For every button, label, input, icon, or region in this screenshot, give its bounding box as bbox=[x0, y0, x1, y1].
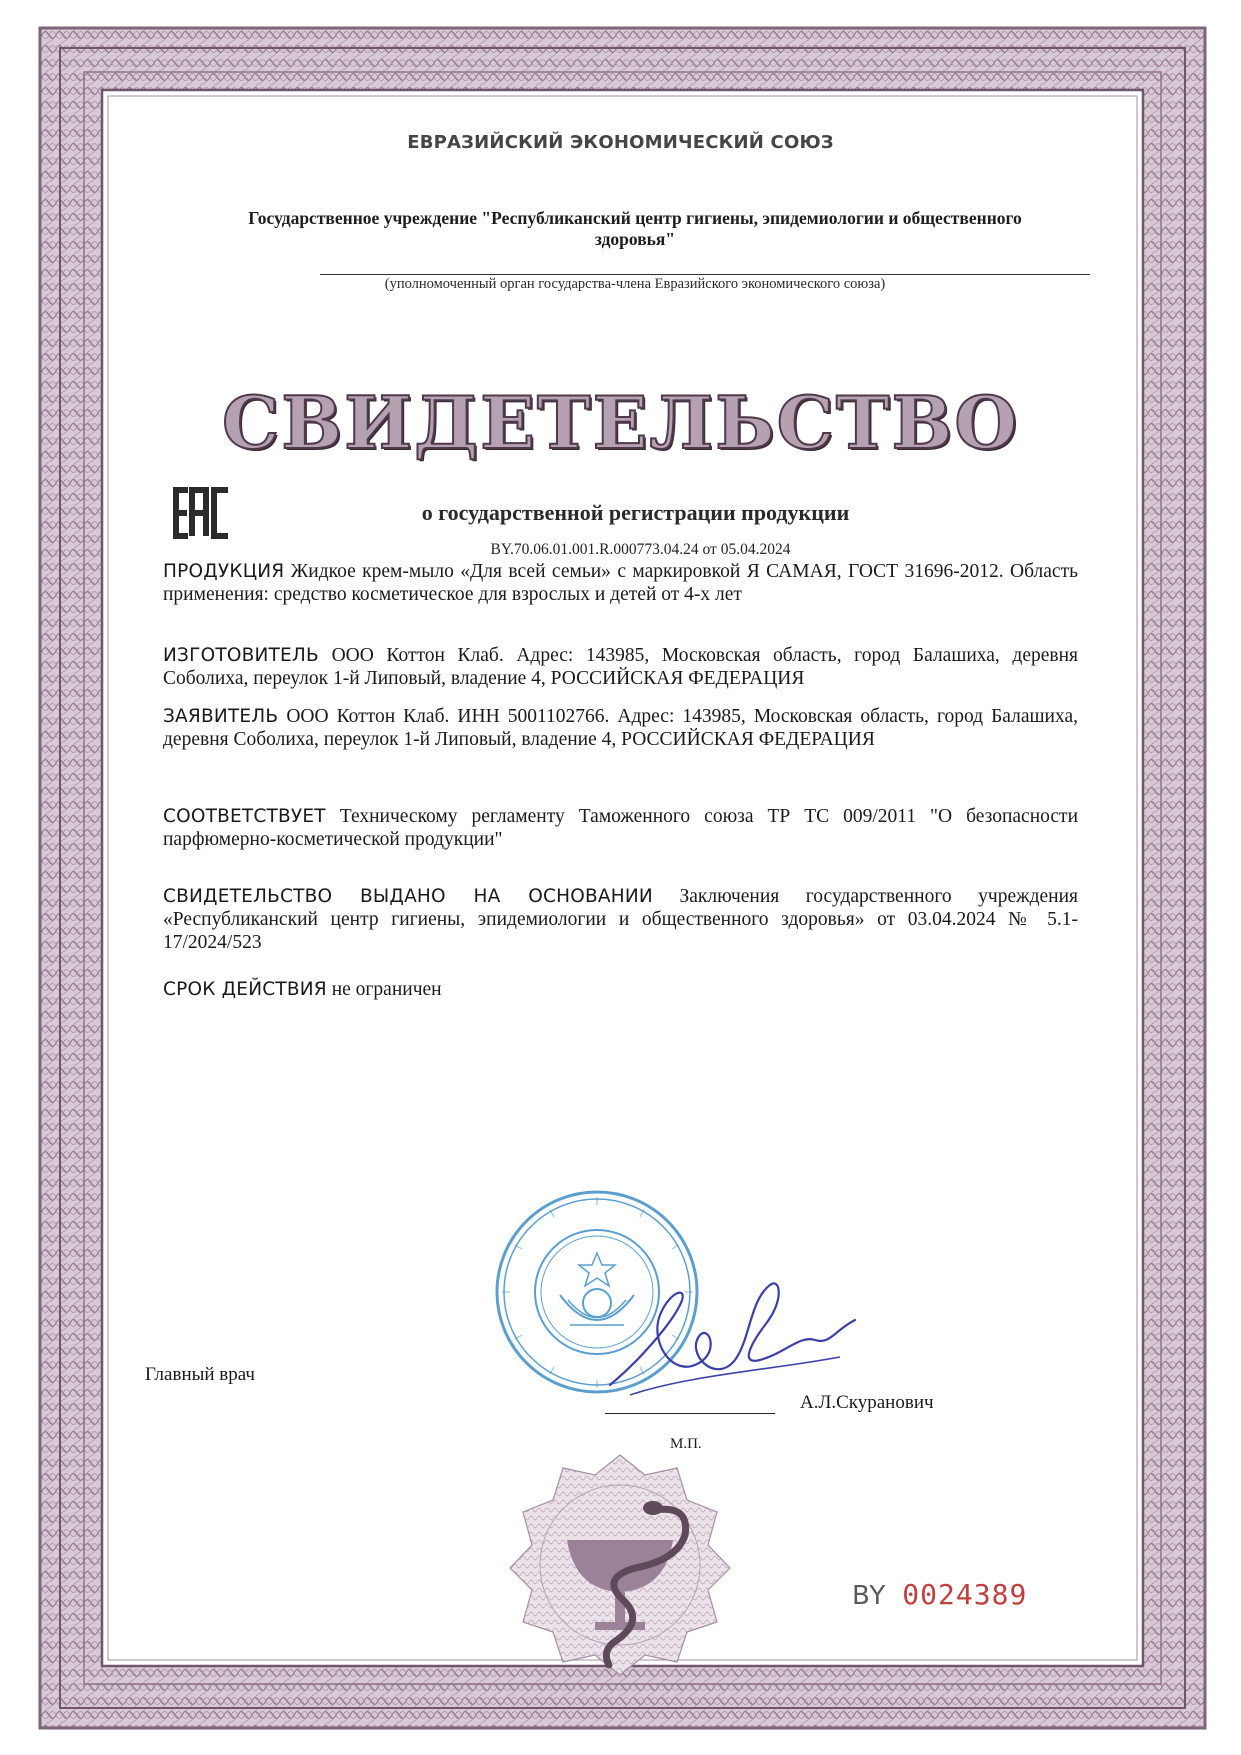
basis-label: СВИДЕТЕЛЬСТВО ВЫДАНО НА ОСНОВАНИИ bbox=[163, 886, 653, 907]
applicant-text: ООО Коттон Клаб. ИНН 5001102766. Адрес: 143985, Московская область, город Балашиха, деревня Соболиха, переулок 1-й Липовый, владение 4, РОССИЙСКАЯ ФЕДЕРАЦИЯ bbox=[163, 706, 1078, 750]
basis-section bbox=[163, 885, 1078, 954]
basis-text: Заключения государственного учреждения «Республиканский центр гигиены, эпидемиологии и общественного здоровья» от 03.04.2024 № 5.1-17/2024/523 bbox=[163, 886, 1078, 953]
organization-underline bbox=[320, 274, 1090, 275]
product-section bbox=[163, 560, 1078, 606]
conformity-text: Техническому регламенту Таможенного союза ТР ТС 009/2011 "О безопасности парфюмерно-косметической продукции" bbox=[163, 806, 1078, 850]
signer-position: Главный врач bbox=[145, 1364, 255, 1385]
serial-series: BY bbox=[852, 1581, 887, 1611]
hygieia-emblem-icon bbox=[505, 1450, 735, 1680]
conformity-label: СООТВЕТСТВУЕТ bbox=[163, 806, 326, 827]
organization-line-1: Государственное учреждение "Республиканский центр гигиены, эпидемиологии и общественного bbox=[248, 208, 1022, 228]
manufacturer-text: ООО Коттон Клаб. Адрес: 143985, Московская область, город Балашиха, деревня Соболиха, переулок 1-й Липовый, владение 4, РОССИЙСКАЯ ФЕДЕРАЦИЯ bbox=[163, 645, 1079, 689]
seal-place-label: М.П. bbox=[670, 1436, 702, 1452]
serial-digits: 0024389 bbox=[902, 1578, 1028, 1611]
product-text: Жидкое крем-мыло «Для всей семьи» с маркировкой Я САМАЯ, ГОСТ 31696-2012. Область применения: средство косметическое для взрослых и детей от 4-х лет bbox=[163, 561, 1079, 605]
registration-number: BY.70.06.01.001.R.000773.04.24 от 05.04.2024 bbox=[490, 541, 791, 558]
validity-label: СРОК ДЕЙСТВИЯ bbox=[163, 979, 327, 1000]
applicant-label: ЗАЯВИТЕЛЬ bbox=[163, 706, 279, 727]
union-title: ЕВРАЗИЙСКИЙ ЭКОНОМИЧЕСКИЙ СОЮЗ bbox=[407, 132, 834, 153]
document-subtitle: о государственной регистрации продукции bbox=[421, 500, 850, 525]
signer-name: А.Л.Скуранович bbox=[800, 1392, 934, 1413]
organization-line-2: здоровья" bbox=[594, 229, 676, 249]
organization-note: (уполномоченный орган государства-члена Евразийского экономического союза) bbox=[384, 276, 886, 292]
validity-section bbox=[163, 978, 1078, 1001]
issuing-organization bbox=[195, 208, 1075, 250]
document-title: СВИДЕТЕЛЬСТВО bbox=[221, 380, 1020, 465]
manufacturer-section bbox=[163, 644, 1078, 690]
serial-number bbox=[852, 1578, 1027, 1612]
signature-icon bbox=[600, 1265, 860, 1405]
applicant-section bbox=[163, 705, 1078, 751]
conformity-section bbox=[163, 805, 1078, 851]
validity-text: не ограничен bbox=[331, 979, 442, 1000]
manufacturer-label: ИЗГОТОВИТЕЛЬ bbox=[163, 645, 319, 666]
product-label: ПРОДУКЦИЯ bbox=[163, 561, 285, 582]
signature-line bbox=[605, 1413, 775, 1414]
